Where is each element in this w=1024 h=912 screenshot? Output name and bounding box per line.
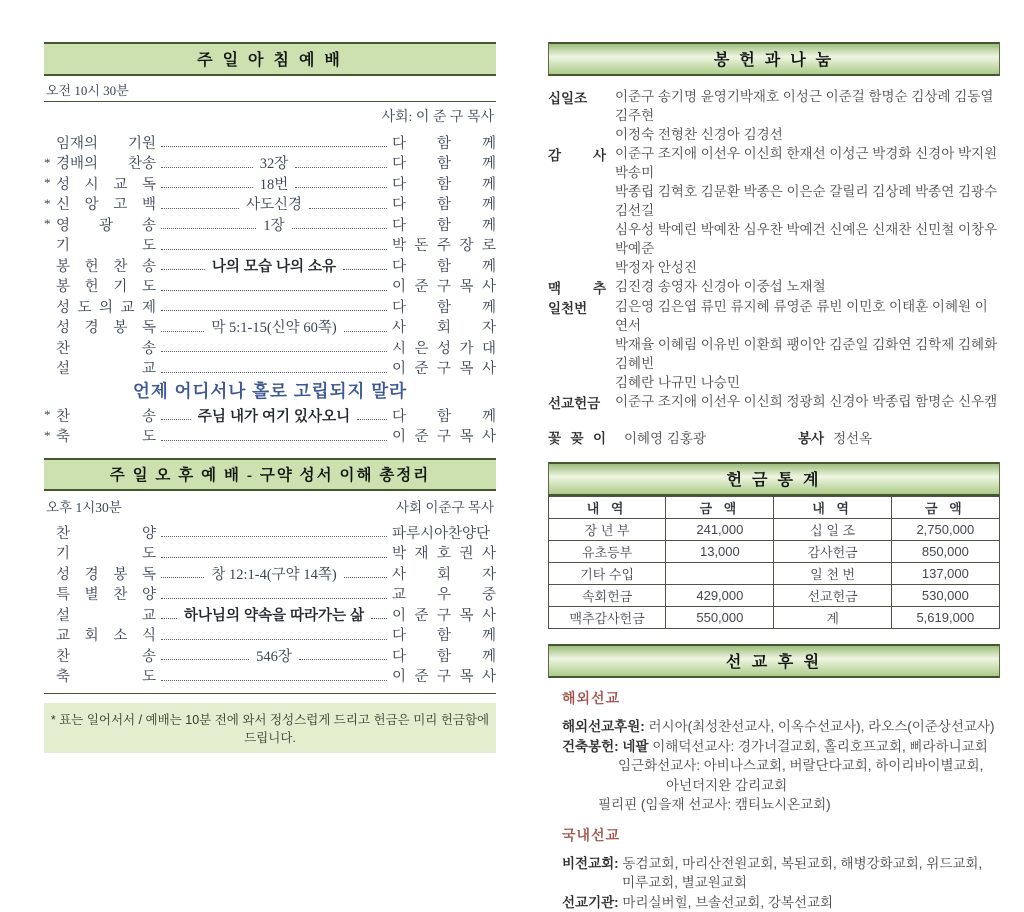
stats-row xyxy=(549,585,1000,607)
dotted-leader xyxy=(357,410,387,420)
mission-support-title: 선 교 후 원 xyxy=(726,654,822,671)
service-item-leader: 이 준 구 목 사 xyxy=(392,665,496,686)
star-marker: * xyxy=(44,175,56,191)
mission-support-header xyxy=(548,644,1000,678)
service-item xyxy=(44,405,496,426)
offering-entry-label: 감 사 xyxy=(548,144,606,277)
stats-cell: 13,000 xyxy=(666,541,774,563)
stats-cell: 일 천 번 xyxy=(774,563,891,585)
service-item xyxy=(44,522,496,543)
dotted-leader xyxy=(161,527,387,537)
service-item-leader: 이 준 구 목 사 xyxy=(392,425,496,446)
service-item-leader: 이 준 구 목 사 xyxy=(392,275,496,296)
names-line: 심우성 박예린 박예찬 심우찬 박예건 신예은 신재찬 신민철 이창우 박예준 xyxy=(615,220,1000,258)
dotted-leader xyxy=(309,199,387,209)
flower-names: 이혜영 김홍광 xyxy=(624,427,706,447)
dotted-leader xyxy=(161,178,253,188)
service-item-leader: 사 회 자 xyxy=(392,563,496,584)
dotted-leader xyxy=(295,158,387,168)
service-item xyxy=(44,194,496,215)
offering-entry xyxy=(548,297,1000,392)
service-item-content: 창 12:1-4(구약 14쪽) xyxy=(209,563,338,584)
service-item-content: 18번 xyxy=(258,173,291,194)
service-item-label: 봉 헌 찬 송 xyxy=(56,255,156,276)
service-item xyxy=(44,235,496,256)
service-item xyxy=(44,563,496,584)
service-item-content: 1장 xyxy=(261,214,286,235)
names-line: 박종립 김혁호 김문환 박종은 이은순 갈릴리 김상례 박종연 김광수 김선길 xyxy=(615,182,1000,220)
afternoon-service-items xyxy=(44,522,496,686)
service-item-label: 성 경 봉 독 xyxy=(56,316,156,337)
service-item xyxy=(44,584,496,605)
service-item xyxy=(44,337,496,358)
stats-col-header: 금 액 xyxy=(666,497,774,519)
morning-service-section xyxy=(44,42,496,446)
names-line: 이준구 송기명 윤영기박재호 이성근 이준걸 함명순 김상례 김동열 김주현 xyxy=(615,87,1000,125)
service-item-label: 찬 송 xyxy=(56,645,156,666)
dotted-leader xyxy=(299,650,387,660)
flower-service-row xyxy=(548,427,1000,447)
offering-entry xyxy=(548,144,1000,277)
overseas-mission-heading: 해외선교 xyxy=(562,688,1000,708)
service-item-leader: 다 함 께 xyxy=(392,214,496,235)
service-item-leader: 다 함 께 xyxy=(392,624,496,645)
mission-line-text: 이해덕선교사: 경가너걸교회, 홀리호프교회, 삐라하니교회 xyxy=(649,739,988,754)
dotted-leader xyxy=(161,342,387,352)
service-item xyxy=(44,173,496,194)
offering-entry xyxy=(548,277,1000,297)
service-item xyxy=(44,214,496,235)
sermon-title: 언제 어디서나 홀로 고립되지 말라 xyxy=(44,378,496,405)
service-item xyxy=(44,317,496,338)
dotted-leader xyxy=(161,199,239,209)
stats-row xyxy=(549,607,1000,629)
mission-line xyxy=(562,756,1000,776)
mission-line xyxy=(562,737,1000,757)
stats-cell: 2,750,000 xyxy=(891,519,999,541)
mission-line-text: 아넌더지완 감리교회 xyxy=(666,778,787,793)
morning-service-items xyxy=(44,132,496,446)
service-item xyxy=(44,276,496,297)
afternoon-service-section xyxy=(44,458,496,686)
mission-line xyxy=(562,893,1000,912)
names-line: 이준구 조지애 이선우 이신희 한재선 이성근 박경화 신경아 박지원 박송미 xyxy=(615,144,1000,182)
dotted-leader xyxy=(161,671,387,681)
stats-header-row xyxy=(549,497,1000,519)
service-item-label: 성 경 봉 독 xyxy=(56,563,156,584)
star-marker: * xyxy=(44,196,56,212)
service-item-label: 교 회 소 식 xyxy=(56,624,156,645)
stats-cell: 241,000 xyxy=(666,519,774,541)
offering-entry-names xyxy=(615,277,1000,297)
stats-cell: 137,000 xyxy=(891,563,999,585)
morning-service-title: 주 일 아 침 예 배 xyxy=(197,52,343,69)
service-item-label: 찬 송 xyxy=(56,337,156,358)
stats-row xyxy=(549,519,1000,541)
names-line: 김혜란 나규민 나승민 xyxy=(615,373,1000,392)
stats-col-header: 금 액 xyxy=(891,497,999,519)
names-line: 박정자 안성진 xyxy=(615,258,1000,277)
offering-entry-names xyxy=(615,297,1000,392)
stats-cell: 장 년 부 xyxy=(549,519,666,541)
divider-line xyxy=(44,101,496,102)
service-item-label: 찬 양 xyxy=(56,522,156,543)
service-item-leader: 다 함 께 xyxy=(392,645,496,666)
service-item-label: 성 시 교 독 xyxy=(56,173,156,194)
offering-stats-header xyxy=(548,462,1000,496)
service-item xyxy=(44,625,496,646)
names-line: 김진경 송영자 신경아 이중섭 노재철 xyxy=(615,277,1000,296)
offering-entry-names xyxy=(615,392,1000,412)
service-item-leader: 다 함 께 xyxy=(392,152,496,173)
afternoon-presider: 사회 이준구 목사 xyxy=(396,496,494,516)
service-item-label: 기 도 xyxy=(56,234,156,255)
service-item xyxy=(44,132,496,153)
afternoon-service-title: 주 일 오 후 예 배 - 구약 성서 이해 총정리 xyxy=(110,467,431,484)
mission-line xyxy=(562,776,1000,796)
dotted-leader xyxy=(344,322,387,332)
service-item xyxy=(44,666,496,687)
offering-entries xyxy=(548,87,1000,412)
stats-row xyxy=(549,563,1000,585)
service-item-leader: 다 함 께 xyxy=(392,296,496,317)
service-item-content: 546장 xyxy=(254,645,294,666)
offering-stats-section xyxy=(548,462,1000,629)
service-item-label: 축 도 xyxy=(56,425,156,446)
dotted-leader xyxy=(344,568,387,578)
service-item-content: 나의 모습 나의 소유 xyxy=(210,255,338,276)
service-item-label: 봉 헌 기 도 xyxy=(56,275,156,296)
stats-col-header: 내 역 xyxy=(774,497,891,519)
offering-sharing-title: 봉 헌 과 나 눔 xyxy=(714,52,834,69)
service-item xyxy=(44,153,496,174)
morning-service-time: 오전 10시 30분 xyxy=(44,80,496,99)
offering-entry xyxy=(548,87,1000,144)
mission-line xyxy=(562,873,1000,893)
dotted-leader xyxy=(343,260,387,270)
service-item xyxy=(44,426,496,447)
service-item-leader: 파루시아찬양단 xyxy=(392,522,496,543)
dotted-leader xyxy=(161,301,387,311)
stats-cell: 850,000 xyxy=(891,541,999,563)
star-marker: * xyxy=(44,428,56,444)
right-page xyxy=(548,42,1000,912)
morning-service-header xyxy=(44,42,496,76)
offering-entry xyxy=(548,392,1000,412)
service-item-label: 특 별 찬 양 xyxy=(56,583,156,604)
dotted-leader xyxy=(295,178,387,188)
dotted-leader xyxy=(161,431,387,441)
overseas-mission-lines xyxy=(548,717,1000,815)
service-item-content: 32장 xyxy=(258,152,291,173)
domestic-mission-heading: 국내선교 xyxy=(562,825,1000,845)
dotted-leader xyxy=(161,589,387,599)
dotted-leader xyxy=(161,650,249,660)
mission-line xyxy=(562,854,1000,874)
stats-cell: 맥추감사헌금 xyxy=(549,607,666,629)
star-marker: * xyxy=(44,155,56,171)
offering-entry-label: 맥 추 xyxy=(548,277,606,297)
service-item-leader: 다 함 께 xyxy=(392,405,496,426)
dotted-leader xyxy=(161,548,387,558)
offering-stats-title: 헌 금 통 계 xyxy=(727,472,822,489)
service-item-label: 찬 송 xyxy=(56,405,156,426)
service-duty-label: 봉사 xyxy=(798,427,824,447)
service-item-label: 영 광 송 xyxy=(56,214,156,235)
service-item-content: 주님 내가 여기 있사오니 xyxy=(196,405,352,426)
dotted-leader xyxy=(161,609,177,619)
dotted-leader xyxy=(161,240,387,250)
dotted-leader xyxy=(161,322,204,332)
stats-cell: 5,619,000 xyxy=(891,607,999,629)
flower-label: 꽃 꽂 이 xyxy=(548,427,606,447)
mission-line-text: 러시아(최성찬선교사, 이옥수선교사), 라오스(이준상선교사) xyxy=(645,719,995,734)
left-page xyxy=(44,42,496,753)
dotted-leader xyxy=(161,363,387,373)
domestic-mission-lines xyxy=(548,854,1000,912)
service-item-leader: 교 우 중 xyxy=(392,583,496,604)
service-item xyxy=(44,255,496,276)
dotted-leader xyxy=(161,158,253,168)
offering-entry-label: 선교헌금 xyxy=(548,392,606,412)
offering-sharing-header xyxy=(548,42,1000,76)
dotted-leader xyxy=(161,219,256,229)
offering-entry-names xyxy=(615,87,1000,144)
afternoon-service-time: 오후 1시30분 xyxy=(46,496,122,516)
service-item xyxy=(44,604,496,625)
service-item-label: 설 교 xyxy=(56,604,156,625)
morning-presider: 사회: 이 준 구 목사 xyxy=(44,106,494,126)
names-line: 김은영 김은엽 류민 류지혜 류영준 류빈 이민호 이태훈 이혜원 이연서 xyxy=(615,297,1000,335)
stats-cell: 감사헌금 xyxy=(774,541,891,563)
stats-col-header: 내 역 xyxy=(549,497,666,519)
mission-line-text: 미루교회, 별교원교회 xyxy=(622,875,747,890)
dotted-leader xyxy=(161,281,387,291)
service-item xyxy=(44,543,496,564)
offering-entry-names xyxy=(615,144,1000,277)
service-duty-names: 정선옥 xyxy=(833,427,872,447)
service-item xyxy=(44,645,496,666)
service-item xyxy=(44,358,496,379)
mission-line xyxy=(562,795,1000,815)
dotted-leader xyxy=(161,568,204,578)
service-item-label: 기 도 xyxy=(56,542,156,563)
service-item-leader: 다 함 께 xyxy=(392,132,496,153)
service-item-leader: 이 준 구 목 사 xyxy=(392,604,496,625)
names-line: 박재율 이혜림 이유빈 이환희 팽이안 김준일 김화연 김학제 김혜화 김혜빈 xyxy=(615,335,1000,373)
service-item-leader: 시 은 성 가 대 xyxy=(392,337,496,358)
stats-cell: 530,000 xyxy=(891,585,999,607)
stats-cell: 550,000 xyxy=(666,607,774,629)
service-item-content: 막 5:1-15(신약 60쪽) xyxy=(209,316,338,337)
stats-cell: 선교헌금 xyxy=(774,585,891,607)
stats-cell: 유초등부 xyxy=(549,541,666,563)
stats-cell: 십 일 조 xyxy=(774,519,891,541)
offering-stats-table xyxy=(548,496,1000,629)
offering-entry-label: 일천번 xyxy=(548,297,606,392)
mission-line-text: 임근화선교사: 아비나스교회, 버랄단다교회, 하이리바이별교회, xyxy=(618,758,983,773)
service-item-leader: 박 재 호 권 사 xyxy=(392,542,496,563)
mission-line-label: 건축봉헌: 네팔 xyxy=(562,739,649,754)
stats-cell: 속회헌금 xyxy=(549,585,666,607)
service-item-leader: 다 함 께 xyxy=(392,173,496,194)
stats-cell xyxy=(666,563,774,585)
mission-line xyxy=(562,717,1000,737)
stats-cell: 429,000 xyxy=(666,585,774,607)
service-item-leader: 박 돈 주 장 로 xyxy=(392,234,496,255)
mission-line-label: 비전교회: xyxy=(562,856,619,871)
mission-line-label: 선교기관: xyxy=(562,895,619,910)
service-item-label: 축 도 xyxy=(56,665,156,686)
service-item-leader: 이 준 구 목 사 xyxy=(392,357,496,378)
star-marker: * xyxy=(44,216,56,232)
stats-cell: 계 xyxy=(774,607,891,629)
stats-cell: 기타 수입 xyxy=(549,563,666,585)
service-item-leader: 다 함 께 xyxy=(392,193,496,214)
service-item-label: 임재의 기원 xyxy=(56,132,156,153)
offering-entry-label: 십일조 xyxy=(548,87,606,144)
mission-line-text: 마리실버힐, 브솔선교회, 강복선교회 xyxy=(619,895,833,910)
dotted-leader xyxy=(292,219,387,229)
mission-line-text: 필리핀 (임을재 선교사: 캠티뇨시온교회) xyxy=(598,797,831,812)
service-item-content: 하나님의 약속을 따라가는 삶 xyxy=(182,604,366,625)
service-item-label: 설 교 xyxy=(56,357,156,378)
afternoon-meta xyxy=(46,496,494,516)
offering-sharing-section xyxy=(548,42,1000,447)
dotted-leader xyxy=(371,609,387,619)
service-item xyxy=(44,296,496,317)
mission-support-section xyxy=(548,644,1000,912)
names-line: 이정숙 전형찬 신경아 김경선 xyxy=(615,125,1000,144)
service-item-content: 사도신경 xyxy=(244,193,304,214)
footer-note: * 표는 일어서서 / 예배는 10분 전에 와서 정성스럽게 드리고 헌금은 미리 헌금함에 드립니다. xyxy=(44,703,496,753)
mission-line-text: 동검교회, 마리산전원교회, 복된교회, 해병강화교회, 위드교회, xyxy=(619,856,983,871)
star-marker: * xyxy=(44,407,56,423)
service-item-label: 경배의 찬송 xyxy=(56,152,156,173)
service-item-leader: 다 함 께 xyxy=(392,255,496,276)
dotted-leader xyxy=(161,410,191,420)
service-item-leader: 사 회 자 xyxy=(392,316,496,337)
names-line: 이준구 조지애 이선우 이신희 정광희 신경아 박종립 함명순 신우캠 xyxy=(615,392,1000,411)
divider-line xyxy=(44,693,496,694)
afternoon-service-header xyxy=(44,458,496,491)
dotted-leader xyxy=(161,137,387,147)
dotted-leader xyxy=(161,630,387,640)
mission-line-label: 해외선교후원: xyxy=(562,719,645,734)
stats-row xyxy=(549,541,1000,563)
service-item-label: 신 앙 고 백 xyxy=(56,193,156,214)
service-item-label: 성 도 의 교 제 xyxy=(56,296,156,317)
dotted-leader xyxy=(161,260,205,270)
